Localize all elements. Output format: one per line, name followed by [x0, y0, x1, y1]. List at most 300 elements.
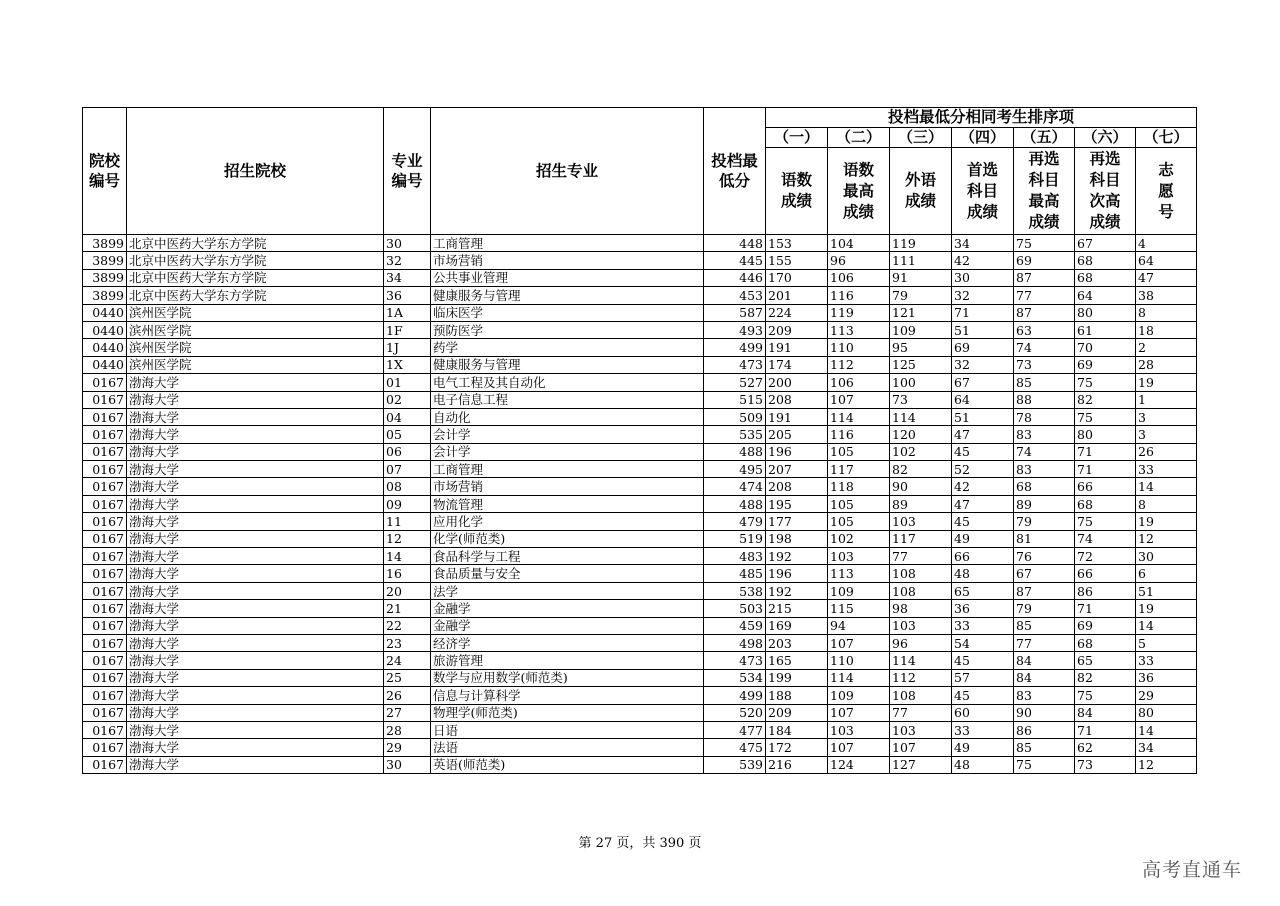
header-order-6: （六） — [1075, 128, 1136, 148]
cell-score-2: 110 — [828, 339, 890, 356]
cell-score-5: 86 — [1014, 721, 1075, 738]
cell-min-score: 503 — [704, 600, 766, 617]
table-row — [83, 634, 1197, 651]
cell-score-6: 64 — [1075, 287, 1136, 304]
cell-score-5: 87 — [1014, 582, 1075, 599]
header-min-score: 投档最低分 — [704, 108, 766, 235]
cell-min-score: 520 — [704, 704, 766, 721]
cell-score-2: 94 — [828, 617, 890, 634]
cell-school-code: 0167 — [83, 478, 127, 495]
cell-score-6: 80 — [1075, 426, 1136, 443]
cell-min-score: 499 — [704, 687, 766, 704]
cell-score-1: 224 — [766, 304, 828, 321]
cell-score-2: 119 — [828, 304, 890, 321]
cell-score-1: 192 — [766, 582, 828, 599]
cell-score-2: 106 — [828, 374, 890, 391]
cell-score-3: 127 — [890, 756, 952, 773]
cell-score-6: 86 — [1075, 582, 1136, 599]
cell-school-name: 渤海大学 — [127, 739, 384, 756]
cell-major-code: 05 — [384, 426, 431, 443]
cell-major-name: 电子信息工程 — [431, 391, 704, 408]
cell-major-code: 02 — [384, 391, 431, 408]
cell-major-name: 物理学(师范类) — [431, 704, 704, 721]
cell-score-2: 114 — [828, 408, 890, 425]
cell-score-1: 215 — [766, 600, 828, 617]
table-row — [83, 287, 1197, 304]
cell-school-name: 渤海大学 — [127, 721, 384, 738]
cell-major-code: 24 — [384, 652, 431, 669]
cell-score-4: 33 — [952, 721, 1014, 738]
cell-major-code: 30 — [384, 235, 431, 252]
table-row — [83, 704, 1197, 721]
cell-school-code: 0167 — [83, 408, 127, 425]
table-row — [83, 513, 1197, 530]
cell-score-1: 191 — [766, 339, 828, 356]
header-sub-1: 语数成绩 — [766, 148, 828, 235]
table-row — [83, 252, 1197, 269]
cell-score-1: 209 — [766, 321, 828, 338]
table-row — [83, 391, 1197, 408]
cell-school-name: 渤海大学 — [127, 513, 384, 530]
cell-score-6: 65 — [1075, 652, 1136, 669]
cell-score-4: 71 — [952, 304, 1014, 321]
cell-school-code: 0167 — [83, 443, 127, 460]
cell-school-name: 渤海大学 — [127, 565, 384, 582]
cell-min-score: 515 — [704, 391, 766, 408]
header-sub-5: 再选科目最高成绩 — [1014, 148, 1075, 235]
cell-school-name: 渤海大学 — [127, 548, 384, 565]
cell-school-name: 渤海大学 — [127, 652, 384, 669]
cell-major-code: 01 — [384, 374, 431, 391]
cell-min-score: 483 — [704, 548, 766, 565]
header-order-2: （二） — [828, 128, 890, 148]
cell-school-code: 0167 — [83, 495, 127, 512]
cell-major-code: 12 — [384, 530, 431, 547]
cell-min-score: 446 — [704, 269, 766, 286]
cell-school-code: 3899 — [83, 287, 127, 304]
cell-score-6: 67 — [1075, 235, 1136, 252]
cell-school-name: 滨州医学院 — [127, 321, 384, 338]
cell-score-7: 29 — [1136, 687, 1197, 704]
cell-major-code: 09 — [384, 495, 431, 512]
cell-major-code: 04 — [384, 408, 431, 425]
cell-score-5: 87 — [1014, 304, 1075, 321]
table-body — [83, 235, 1197, 774]
cell-major-name: 健康服务与管理 — [431, 356, 704, 373]
header-major-code: 专业编号 — [384, 108, 431, 235]
cell-score-7: 19 — [1136, 600, 1197, 617]
cell-major-code: 27 — [384, 704, 431, 721]
cell-score-6: 75 — [1075, 374, 1136, 391]
cell-score-4: 54 — [952, 634, 1014, 651]
cell-major-name: 预防医学 — [431, 321, 704, 338]
cell-score-7: 51 — [1136, 582, 1197, 599]
cell-school-code: 0167 — [83, 565, 127, 582]
cell-major-name: 会计学 — [431, 443, 704, 460]
cell-score-4: 32 — [952, 287, 1014, 304]
cell-score-1: 198 — [766, 530, 828, 547]
table-row — [83, 339, 1197, 356]
cell-score-1: 174 — [766, 356, 828, 373]
cell-score-4: 30 — [952, 269, 1014, 286]
cell-school-code: 0167 — [83, 374, 127, 391]
cell-score-3: 108 — [890, 687, 952, 704]
cell-score-6: 68 — [1075, 634, 1136, 651]
cell-min-score: 453 — [704, 287, 766, 304]
cell-score-2: 107 — [828, 704, 890, 721]
cell-score-3: 109 — [890, 321, 952, 338]
cell-school-name: 渤海大学 — [127, 443, 384, 460]
cell-school-code: 3899 — [83, 269, 127, 286]
page-number: 第 27 页，共 390 页 — [578, 836, 702, 851]
cell-score-5: 83 — [1014, 687, 1075, 704]
table-row — [83, 548, 1197, 565]
cell-school-name: 渤海大学 — [127, 704, 384, 721]
cell-min-score: 519 — [704, 530, 766, 547]
cell-score-4: 45 — [952, 687, 1014, 704]
header-major-name: 招生专业 — [431, 108, 704, 235]
cell-score-3: 90 — [890, 478, 952, 495]
cell-score-2: 104 — [828, 235, 890, 252]
cell-score-1: 201 — [766, 287, 828, 304]
cell-score-6: 71 — [1075, 461, 1136, 478]
cell-major-code: 20 — [384, 582, 431, 599]
cell-major-code: 22 — [384, 617, 431, 634]
cell-score-1: 196 — [766, 443, 828, 460]
cell-school-code: 3899 — [83, 252, 127, 269]
cell-score-7: 12 — [1136, 756, 1197, 773]
cell-score-3: 82 — [890, 461, 952, 478]
cell-score-6: 75 — [1075, 513, 1136, 530]
cell-score-1: 207 — [766, 461, 828, 478]
cell-score-6: 72 — [1075, 548, 1136, 565]
cell-school-code: 0167 — [83, 530, 127, 547]
cell-school-name: 渤海大学 — [127, 756, 384, 773]
cell-major-name: 电气工程及其自动化 — [431, 374, 704, 391]
cell-min-score: 587 — [704, 304, 766, 321]
cell-score-6: 84 — [1075, 704, 1136, 721]
cell-score-4: 42 — [952, 478, 1014, 495]
cell-score-2: 117 — [828, 461, 890, 478]
cell-score-5: 79 — [1014, 600, 1075, 617]
cell-min-score: 538 — [704, 582, 766, 599]
cell-school-code: 0167 — [83, 669, 127, 686]
cell-score-5: 84 — [1014, 652, 1075, 669]
cell-score-3: 108 — [890, 582, 952, 599]
cell-school-name: 渤海大学 — [127, 374, 384, 391]
cell-score-4: 45 — [952, 443, 1014, 460]
cell-score-5: 76 — [1014, 548, 1075, 565]
cell-score-5: 83 — [1014, 461, 1075, 478]
cell-school-name: 滨州医学院 — [127, 356, 384, 373]
cell-score-7: 5 — [1136, 634, 1197, 651]
cell-score-4: 33 — [952, 617, 1014, 634]
cell-school-name: 北京中医药大学东方学院 — [127, 252, 384, 269]
header-order-5: （五） — [1014, 128, 1075, 148]
cell-min-score: 477 — [704, 721, 766, 738]
cell-score-7: 33 — [1136, 461, 1197, 478]
cell-score-4: 51 — [952, 321, 1014, 338]
cell-score-4: 32 — [952, 356, 1014, 373]
cell-school-name: 渤海大学 — [127, 687, 384, 704]
table-row — [83, 495, 1197, 512]
cell-score-5: 74 — [1014, 339, 1075, 356]
cell-score-3: 77 — [890, 704, 952, 721]
cell-score-6: 82 — [1075, 669, 1136, 686]
cell-major-name: 食品质量与安全 — [431, 565, 704, 582]
cell-school-name: 北京中医药大学东方学院 — [127, 287, 384, 304]
table-row — [83, 617, 1197, 634]
cell-school-name: 渤海大学 — [127, 669, 384, 686]
cell-score-5: 79 — [1014, 513, 1075, 530]
cell-school-code: 0167 — [83, 652, 127, 669]
cell-score-3: 98 — [890, 600, 952, 617]
watermark-text: 高考直通车 — [1142, 859, 1243, 881]
cell-score-2: 113 — [828, 321, 890, 338]
cell-school-name: 渤海大学 — [127, 530, 384, 547]
cell-min-score: 479 — [704, 513, 766, 530]
cell-score-3: 102 — [890, 443, 952, 460]
cell-score-3: 103 — [890, 617, 952, 634]
cell-score-3: 112 — [890, 669, 952, 686]
cell-score-4: 34 — [952, 235, 1014, 252]
cell-school-code: 0440 — [83, 356, 127, 373]
table-row — [83, 652, 1197, 669]
table-row — [83, 669, 1197, 686]
cell-score-1: 165 — [766, 652, 828, 669]
cell-major-name: 化学(师范类) — [431, 530, 704, 547]
cell-min-score: 534 — [704, 669, 766, 686]
cell-score-1: 172 — [766, 739, 828, 756]
cell-school-name: 渤海大学 — [127, 495, 384, 512]
cell-major-name: 食品科学与工程 — [431, 548, 704, 565]
cell-school-code: 0440 — [83, 321, 127, 338]
header-sub-3: 外语成绩 — [890, 148, 952, 235]
cell-major-code: 30 — [384, 756, 431, 773]
cell-score-2: 110 — [828, 652, 890, 669]
header-school-code: 院校编号 — [83, 108, 127, 235]
cell-score-5: 85 — [1014, 374, 1075, 391]
cell-school-code: 0440 — [83, 304, 127, 321]
table-row — [83, 687, 1197, 704]
cell-school-code: 0167 — [83, 617, 127, 634]
cell-major-name: 旅游管理 — [431, 652, 704, 669]
cell-major-code: 23 — [384, 634, 431, 651]
table-header — [83, 108, 1197, 235]
cell-score-6: 66 — [1075, 565, 1136, 582]
cell-score-2: 124 — [828, 756, 890, 773]
cell-min-score: 488 — [704, 443, 766, 460]
cell-score-1: 188 — [766, 687, 828, 704]
cell-major-code: 36 — [384, 287, 431, 304]
cell-score-4: 52 — [952, 461, 1014, 478]
cell-score-4: 45 — [952, 513, 1014, 530]
table-row — [83, 321, 1197, 338]
cell-school-code: 0167 — [83, 756, 127, 773]
cell-school-name: 渤海大学 — [127, 478, 384, 495]
cell-score-5: 83 — [1014, 426, 1075, 443]
cell-score-4: 49 — [952, 739, 1014, 756]
cell-major-name: 信息与计算科学 — [431, 687, 704, 704]
cell-major-name: 公共事业管理 — [431, 269, 704, 286]
cell-score-5: 89 — [1014, 495, 1075, 512]
cell-score-2: 107 — [828, 739, 890, 756]
cell-score-7: 3 — [1136, 408, 1197, 425]
cell-score-5: 88 — [1014, 391, 1075, 408]
cell-min-score: 488 — [704, 495, 766, 512]
cell-score-7: 14 — [1136, 478, 1197, 495]
cell-score-6: 71 — [1075, 721, 1136, 738]
cell-major-code: 29 — [384, 739, 431, 756]
cell-school-code: 0167 — [83, 548, 127, 565]
cell-school-code: 0167 — [83, 426, 127, 443]
cell-score-4: 66 — [952, 548, 1014, 565]
cell-score-1: 205 — [766, 426, 828, 443]
cell-score-6: 69 — [1075, 617, 1136, 634]
cell-score-3: 114 — [890, 408, 952, 425]
cell-score-3: 125 — [890, 356, 952, 373]
cell-major-name: 临床医学 — [431, 304, 704, 321]
cell-score-6: 80 — [1075, 304, 1136, 321]
table-row — [83, 374, 1197, 391]
cell-score-7: 33 — [1136, 652, 1197, 669]
cell-score-3: 89 — [890, 495, 952, 512]
cell-school-code: 0167 — [83, 721, 127, 738]
cell-school-name: 北京中医药大学东方学院 — [127, 235, 384, 252]
cell-score-2: 115 — [828, 600, 890, 617]
cell-school-code: 0167 — [83, 600, 127, 617]
cell-score-7: 38 — [1136, 287, 1197, 304]
cell-min-score: 498 — [704, 634, 766, 651]
header-sub-7: 志愿号 — [1136, 148, 1197, 235]
cell-major-code: 1J — [384, 339, 431, 356]
table-row — [83, 739, 1197, 756]
cell-score-2: 103 — [828, 721, 890, 738]
cell-score-5: 68 — [1014, 478, 1075, 495]
cell-score-1: 196 — [766, 565, 828, 582]
cell-score-7: 30 — [1136, 548, 1197, 565]
cell-major-name: 会计学 — [431, 426, 704, 443]
cell-school-name: 北京中医药大学东方学院 — [127, 269, 384, 286]
header-order-4: （四） — [952, 128, 1014, 148]
cell-score-6: 75 — [1075, 408, 1136, 425]
header-order-7: （七） — [1136, 128, 1197, 148]
cell-score-3: 77 — [890, 548, 952, 565]
cell-score-1: 177 — [766, 513, 828, 530]
cell-score-3: 103 — [890, 513, 952, 530]
cell-score-7: 19 — [1136, 374, 1197, 391]
cell-score-1: 200 — [766, 374, 828, 391]
cell-score-5: 73 — [1014, 356, 1075, 373]
cell-school-code: 0167 — [83, 634, 127, 651]
cell-score-2: 96 — [828, 252, 890, 269]
cell-major-name: 自动化 — [431, 408, 704, 425]
cell-min-score: 509 — [704, 408, 766, 425]
cell-min-score: 493 — [704, 321, 766, 338]
cell-major-code: 16 — [384, 565, 431, 582]
cell-score-4: 47 — [952, 426, 1014, 443]
cell-score-6: 70 — [1075, 339, 1136, 356]
cell-score-3: 103 — [890, 721, 952, 738]
cell-major-name: 工商管理 — [431, 235, 704, 252]
cell-score-7: 64 — [1136, 252, 1197, 269]
cell-score-5: 84 — [1014, 669, 1075, 686]
cell-score-6: 62 — [1075, 739, 1136, 756]
cell-major-code: 07 — [384, 461, 431, 478]
cell-major-code: 11 — [384, 513, 431, 530]
cell-score-4: 64 — [952, 391, 1014, 408]
cell-score-4: 60 — [952, 704, 1014, 721]
header-order-3: （三） — [890, 128, 952, 148]
cell-score-6: 68 — [1075, 269, 1136, 286]
cell-score-5: 81 — [1014, 530, 1075, 547]
cell-score-6: 68 — [1075, 252, 1136, 269]
cell-school-name: 渤海大学 — [127, 426, 384, 443]
header-order-1: （一） — [766, 128, 828, 148]
cell-score-7: 3 — [1136, 426, 1197, 443]
admission-score-table — [82, 107, 1197, 774]
cell-major-code: 32 — [384, 252, 431, 269]
cell-major-name: 工商管理 — [431, 461, 704, 478]
cell-score-1: 155 — [766, 252, 828, 269]
cell-score-7: 14 — [1136, 617, 1197, 634]
cell-score-4: 67 — [952, 374, 1014, 391]
cell-school-code: 3899 — [83, 235, 127, 252]
cell-score-6: 69 — [1075, 356, 1136, 373]
cell-major-name: 应用化学 — [431, 513, 704, 530]
cell-score-5: 77 — [1014, 287, 1075, 304]
cell-school-code: 0167 — [83, 391, 127, 408]
cell-score-3: 121 — [890, 304, 952, 321]
header-sub-4: 首选科目成绩 — [952, 148, 1014, 235]
cell-score-1: 191 — [766, 408, 828, 425]
cell-min-score: 499 — [704, 339, 766, 356]
table-row — [83, 356, 1197, 373]
cell-school-name: 渤海大学 — [127, 408, 384, 425]
cell-score-2: 103 — [828, 548, 890, 565]
table-row — [83, 565, 1197, 582]
cell-score-4: 48 — [952, 756, 1014, 773]
cell-score-7: 1 — [1136, 391, 1197, 408]
cell-score-7: 12 — [1136, 530, 1197, 547]
cell-score-5: 90 — [1014, 704, 1075, 721]
cell-min-score: 539 — [704, 756, 766, 773]
table-row — [83, 304, 1197, 321]
cell-major-code: 14 — [384, 548, 431, 565]
cell-min-score: 485 — [704, 565, 766, 582]
table-row — [83, 235, 1197, 252]
cell-score-3: 91 — [890, 269, 952, 286]
cell-score-5: 67 — [1014, 565, 1075, 582]
cell-score-2: 118 — [828, 478, 890, 495]
header-tiebreak-group: 投档最低分相同考生排序项 — [766, 108, 1197, 128]
table-row — [83, 530, 1197, 547]
cell-score-7: 36 — [1136, 669, 1197, 686]
cell-score-4: 49 — [952, 530, 1014, 547]
cell-score-2: 109 — [828, 582, 890, 599]
cell-score-2: 105 — [828, 443, 890, 460]
cell-score-2: 105 — [828, 513, 890, 530]
cell-score-5: 75 — [1014, 235, 1075, 252]
table-row — [83, 408, 1197, 425]
cell-score-7: 18 — [1136, 321, 1197, 338]
cell-min-score: 459 — [704, 617, 766, 634]
cell-score-5: 78 — [1014, 408, 1075, 425]
cell-score-3: 117 — [890, 530, 952, 547]
cell-score-7: 8 — [1136, 495, 1197, 512]
cell-min-score: 473 — [704, 652, 766, 669]
cell-score-1: 208 — [766, 391, 828, 408]
